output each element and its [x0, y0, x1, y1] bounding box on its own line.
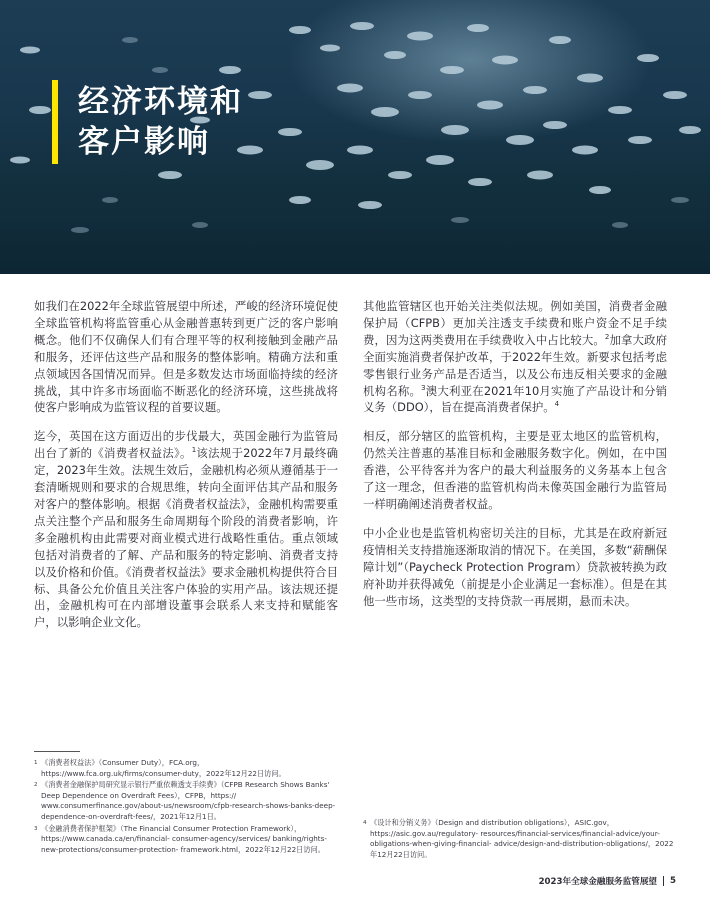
paragraph: 其他监管辖区也开始关注类似法规。例如美国，消费者金融保护局（CFPB）更加关注透支手续费和账户资金不足手续费，因为这两类费用在手续费收入中占比较大。$^2$加拿大政府全面实施消费者保护改革，于2022年生效。新要求包括考虑零售银行业务产品是否适当，以及公布违反相关要求的金融机构名称。$^3$澳大利亚在2021年10月实施了产品设计和分销义务（DDO），旨在提高消费者保护。$^4$: [363, 299, 667, 415]
section-title-line-1: 经济环境和: [78, 84, 243, 120]
page-footer: [539, 875, 676, 887]
footnote-number: 1: [34, 760, 38, 766]
footnote-ref[interactable]: 3: [421, 383, 426, 392]
footnote-number: 3: [34, 825, 38, 832]
paragraph: 相反，部分辖区的监管机构，主要是亚太地区的监管机构，仍然关注普惠的基准目标和金融服务数字化。例如，在中国香港，公平待客并为客户的最大利益服务的义务基本上包含了这一理念，但香港的监管机构尚未像英国金融行为监管局一样明确阐述消费者权益。: [363, 429, 667, 511]
page-number: 5: [670, 876, 676, 886]
section-title: [78, 82, 243, 162]
hero-banner: [0, 0, 710, 274]
footnote-ref[interactable]: 4: [554, 400, 560, 409]
footnote-number: 2: [34, 782, 38, 789]
footnote-text[interactable]: 《消费者金融保护局研究显示银行严重依赖透支手续费》（CFPB Research Shows Banks' Deep Dependence on Overdraft Fees），CFPB，https:// www.consumerfinance.gov/about-us/newsroom/cfpb-research-shows-banks-deep-dependence-on-overdraft-fees/，2021年12月1日。: [41, 780, 336, 821]
paragraph: 中小企业也是监管机构密切关注的目标，尤其是在政府新冠疫情相关支持措施逐渐取消的情况下。在美国，多数“薪酬保障计划”（Paycheck Protection Program）贷款被转换为政府补助并获得减免（前提是小企业满足一套标准）。但是在其他一些市场，这类型的支持贷款一再展期，悬而未决。: [363, 525, 667, 608]
left-column: [34, 298, 338, 643]
footnote-number: 4: [363, 820, 367, 826]
footnote: [34, 824, 344, 856]
section-title-line-2: 客户影响: [78, 124, 210, 160]
footnote: [34, 780, 344, 822]
paragraph: 如我们在2022年全球监管展望中所述，严峻的经济环境促使全球监管机构将监管重心从金融普惠转到更广泛的客户影响概念。他们不仅确保人们有合理平等的权利接触到金融产品和服务，还评估这些产品和服务的整体影响。精确方法和重点领域因各国情况而异。但是多数发达市场面临持续的经济挑战，其中许多市场面临不断恶化的经济环境，这些挑战将使客户影响成为监管议程的首要议题。: [34, 299, 338, 415]
footer-separator: [663, 876, 664, 886]
footnote-text[interactable]: 《消费者权益法》（Consumer Duty），FCA.org，https://www.fca.org.uk/firms/consumer-duty，2022年12月22日访问。: [41, 758, 286, 778]
footnotes-right: [363, 818, 675, 861]
footnote-text[interactable]: 《设计和分销义务》（Design and distribution obligations），ASIC.gov，https://asic.gov.au/regulatory- resources/financial-services/financial-advice/your-obligations-when-giving-financial- advice/design-and-distribution-obligations/，2022年12月22日访问。: [370, 818, 674, 859]
footnote-ref[interactable]: 1: [191, 446, 197, 455]
title-accent-bar: [52, 80, 58, 164]
right-column: [363, 298, 667, 621]
footnote: [363, 818, 675, 860]
footnote-divider: [34, 751, 80, 752]
footnote-text[interactable]: 《金融消费者保护框架》（The Financial Consumer Protection Framework），https://www.canada.ca/en/financial- consumer-agency/services/ banking/rights-new-protections/consumer-protection- framework.html，2022年12月22日访问。: [41, 823, 327, 854]
paragraph: 迄今，英国在这方面迈出的步伐最大，英国金融行为监管局出台了新的《消费者权益法》。$^1$该法规于2022年7月最终确定，2023年生效。法规生效后，金融机构必须从遵循基于一套清晰规则和要求的合规思维，转向全面评估其产品和服务对客户的整体影响。根据《消费者权益法》，金融机构需要重点关注整个产品和服务生命周期每个阶段的消费者影响，许多金融机构由此需要对商业模式进行战略性重估。重点领域包括对消费者的了解、产品和服务的特定影响、消费者支持以及价格和价值。《消费者权益法》要求金融机构提供符合目标、具备公允价值且关注客户体验的实用产品。该法规还提出，金融机构可在内部增设董事会联系人来支持和赋能客户，以影响企业文化。: [34, 429, 338, 630]
footnote-ref[interactable]: 2: [604, 333, 610, 342]
publication-title: 2023年全球金融服务监管展望: [538, 877, 658, 887]
footnote: [34, 758, 344, 779]
footnotes-left: [34, 751, 344, 856]
